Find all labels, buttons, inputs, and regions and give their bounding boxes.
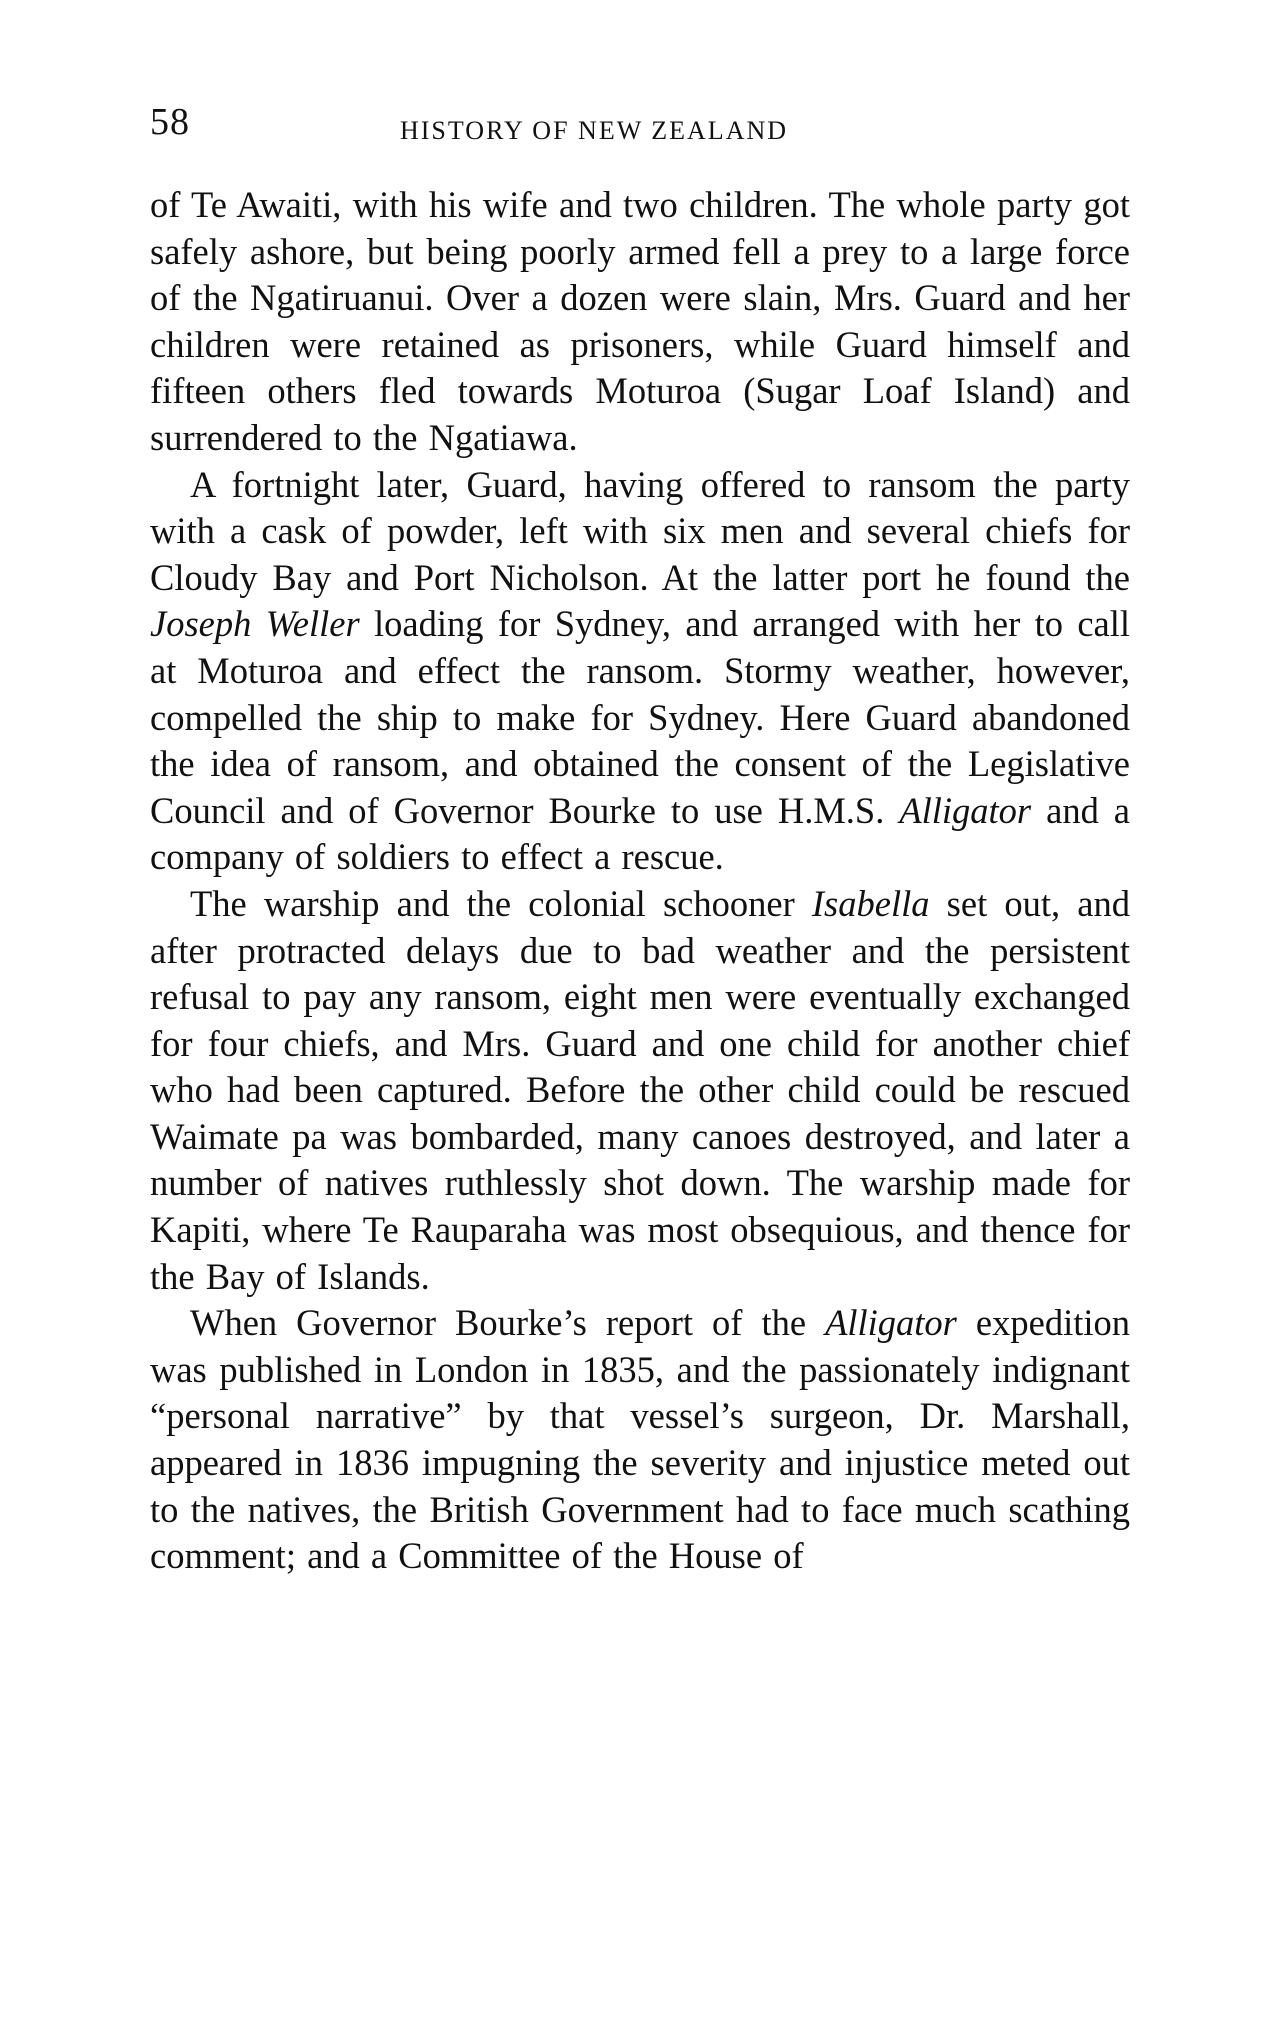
page-number: 58 — [150, 101, 190, 143]
text-segment: of Te Awaiti, with his wife and two children. The whole party got safely ashore, but being poorly armed fell a prey to a large force of the Ngatiruanui. Over a dozen were slain, Mrs. Guard and her children were retained as prisoners, while Guard himself and fifteen others fled towards Moturoa (Sugar Loaf Island) and surrendered to the Ngatiawa. — [150, 184, 1130, 458]
text-segment: expedition was published in London in 1835, and the passionately indignant “personal narrative” by that vessel’s surgeon, Dr. Marshall, appeared in 1836 impugning the severity and injustice meted out to the natives, the British Government had to face much scathing comment; and a Committee of the House of — [150, 1302, 1130, 1577]
ship-name-italic: Isabella — [811, 882, 930, 924]
ship-name-italic: Alligator — [825, 1302, 957, 1344]
paragraph-3 — [150, 881, 1130, 1300]
paragraph-4 — [150, 1300, 1130, 1580]
text-segment: A fortnight later, Guard, having offered to ransom the party with a cask of powder, left with six men and several chiefs for Cloudy Bay and Port Nicholson. At the latter port he found the — [150, 463, 1130, 598]
running-head — [150, 100, 1130, 150]
text-segment: set out, and after protracted delays due to bad weather and the persistent refusal to pay any ransom, eight men were eventually exchanged for four chiefs, and Mrs. Guard and one child for another chief who had been captured. Before the other child could be rescued Waimate pa was bombarded, many canoes destroyed, and later a number of natives ruthlessly shot down. The warship made for Kapiti, where Te Rauparaha was most obsequious, and thence for the Bay of Islands. — [150, 882, 1130, 1297]
body-text — [150, 182, 1130, 1580]
text-segment: loading for Sydney, and arranged with her to call at Moturoa and effect the ransom. Stormy weather, however, compelled the ship to make for Sydney. Here Guard abandoned the idea of ransom, and obtained the consent of the Legislative Council and of Governor Bourke to use H.M.S. — [150, 603, 1131, 831]
paragraph-2 — [150, 462, 1130, 881]
text-segment: The warship and the colonial schooner — [190, 882, 812, 924]
ship-name-italic: Alligator — [899, 789, 1032, 831]
ship-name-italic: Joseph Weller — [150, 603, 360, 645]
paragraph-1 — [150, 182, 1130, 462]
text-segment: and a company of soldiers to effect a rescue. — [150, 789, 1130, 878]
running-title: HISTORY OF NEW ZEALAND — [400, 116, 789, 145]
text-segment: When Governor Bourke’s report of the — [190, 1302, 826, 1344]
